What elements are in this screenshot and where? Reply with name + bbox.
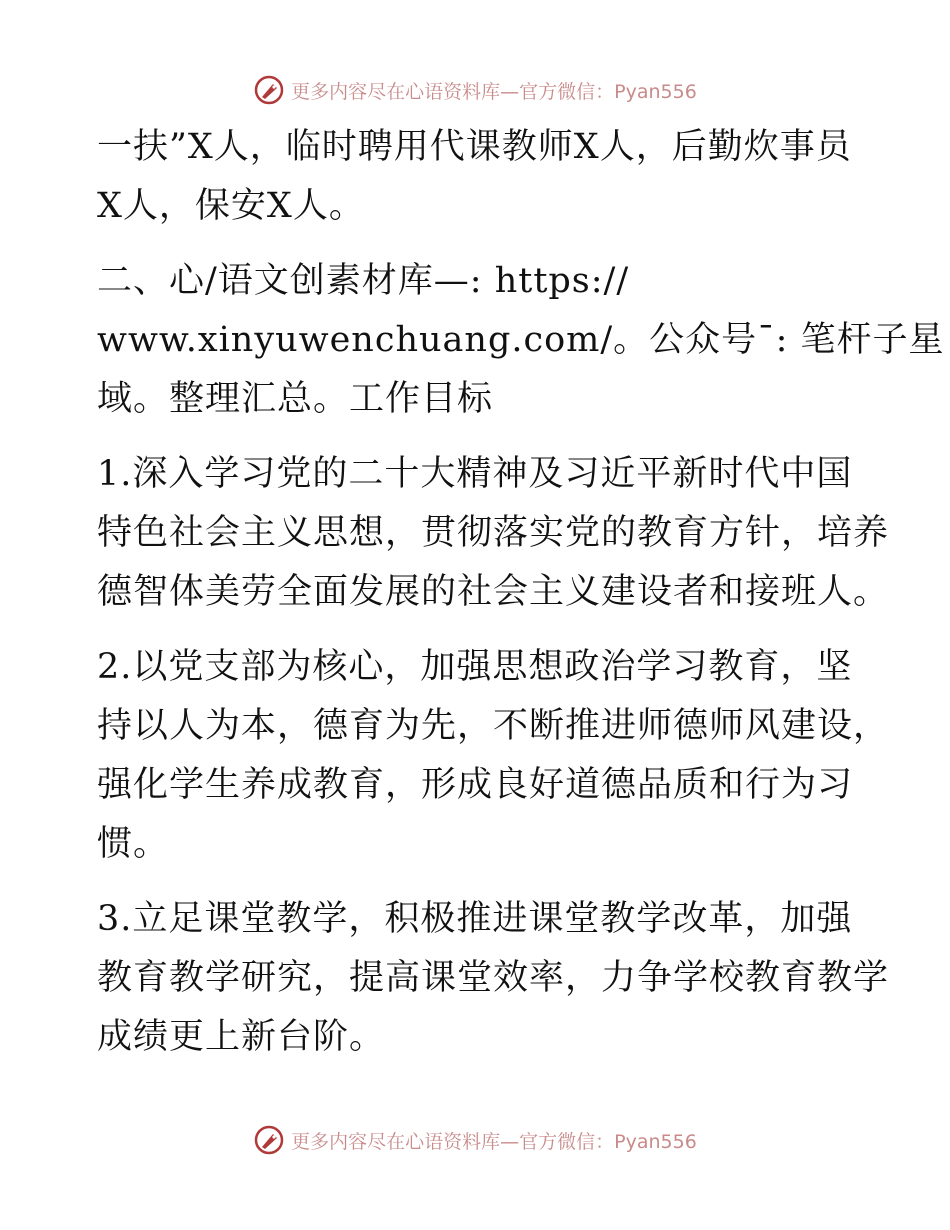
paragraph-5 [97,890,890,1067]
text-line: 一扶”X人，临时聘用代课教师X人，后勤炊事员 [97,127,852,167]
paragraph-4 [97,638,890,874]
text-line: 特色社会主义思想，贯彻落实党的教育方针，培养 [97,513,890,553]
text-line: 二、心/语文创素材库—: https:// [97,261,630,301]
pen-nib-logo-icon [253,1124,285,1156]
paragraph-2 [97,252,945,429]
text-line: 2.以党支部为核心，加强思想政治学习教育，坚 [97,647,853,687]
text-line: 教育教学研究，提高课堂效率，力争学校教育教学 [97,958,890,998]
footer-banner [0,1120,950,1160]
text-line: 惯。 [97,824,170,864]
text-line: X人，保安X人。 [97,186,365,226]
footer-banner-text: 更多内容尽在心语资料库—官方微信：Pyan556 [291,1130,697,1153]
paragraph-1 [97,118,857,236]
text-line: 强化学生养成教育，形成良好道德品质和行为习 [97,765,854,805]
pen-nib-logo-icon [253,74,285,106]
text-line: 域。整理汇总。工作目标 [97,379,494,419]
text-line: 3.立足课堂教学，积极推进课堂教学改革，加强 [97,899,853,939]
text-line: 成绩更上新台阶。 [97,1017,386,1057]
text-line: 持以人为本，德育为先，不断推进师德师风建设， [97,706,890,746]
header-banner-text: 更多内容尽在心语资料库—官方微信：Pyan556 [291,80,697,103]
text-line: 德智体美劳全面发展的社会主义建设者和接班人。 [97,572,890,612]
paragraph-3 [97,445,890,622]
text-line: www.xinyuwenchuang.com/。公众号¯: 笔杆子星 [97,320,945,360]
document-body [97,118,945,1067]
text-line: 1.深入学习党的二十大精神及习近平新时代中国 [97,454,853,494]
header-banner [0,70,950,110]
